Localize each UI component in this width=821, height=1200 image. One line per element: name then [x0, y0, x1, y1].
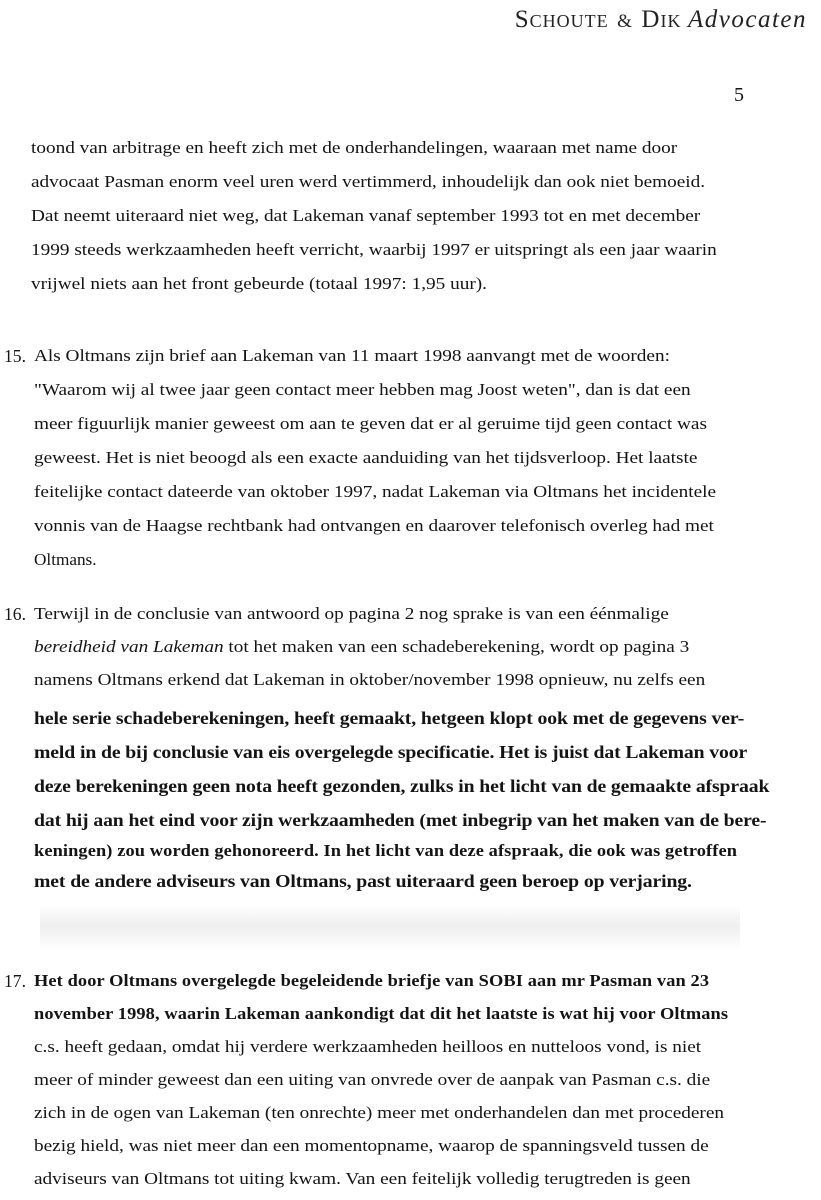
paragraph-16-line-2: [34, 636, 689, 658]
paragraph-15-line-7: Oltmans.: [34, 550, 97, 569]
intro-line-5: vrijwel niets aan het front gebeurde (totaal 1997: 1,95 uur).: [31, 274, 487, 293]
letterhead: [515, 6, 807, 34]
letterhead-firm-name: Schoute: [514, 6, 609, 33]
letterhead-ampersand: &: [617, 11, 633, 32]
paragraph-16-bold-line-4: dat hij aan het eind voor zijn werkzaamheden (met inbegrip van het maken van de bere-: [34, 810, 767, 830]
letterhead-firm-name-2: Dik: [641, 6, 682, 33]
paragraph-16-number: 16.: [4, 604, 26, 624]
paragraph-17-line-4: meer of minder geweest dan een uiting van onvrede over de aanpak van Pasman c.s. die: [34, 1070, 711, 1089]
paragraph-15-line-4: geweest. Het is niet beoogd als een exacte aanduiding van het tijdsverloop. Het laatste: [34, 448, 698, 467]
intro-line-4: 1999 steeds werkzaamheden heeft verricht, waarbij 1997 er uitspringt als een jaar waarin: [31, 240, 717, 259]
paragraph-16-bold-line-3: deze berekeningen geen nota heeft gezonden, zulks in het licht van de gemaakte afspraak: [34, 776, 770, 796]
letterhead-suffix: Advocaten: [687, 6, 807, 33]
paragraph-17-line-3: c.s. heeft gedaan, omdat hij verdere werkzaamheden heilloos en nutteloos vond, is niet: [34, 1037, 702, 1056]
paragraph-16-bold-line-1: hele serie schadeberekeningen, heeft gemaakt, hetgeen klopt ook met de gegevens ver-: [34, 708, 745, 728]
paragraph-17-line-1: Het door Oltmans overgelegde begeleidende briefje van SOBI aan mr Pasman van 23: [34, 971, 710, 990]
paragraph-15-line-5: feitelijke contact dateerde van oktober 1997, nadat Lakeman via Oltmans het incidentele: [34, 482, 717, 501]
paragraph-16-line-3: namens Oltmans erkend dat Lakeman in oktober/november 1998 opnieuw, nu zelfs een: [34, 670, 706, 689]
intro-line-3: Dat neemt uiteraard niet weg, dat Lakeman vanaf september 1993 tot en met december: [31, 206, 701, 225]
paragraph-15-line-2: "Waarom wij al twee jaar geen contact meer hebben mag Joost weten", dan is dat een: [34, 380, 691, 399]
paragraph-17-line-6: bezig hield, was niet meer dan een momentopname, waarop de spanningsveld tussen de: [34, 1136, 709, 1155]
intro-line-2: advocaat Pasman enorm veel uren werd vertimmerd, inhoudelijk dan ook niet bemoeid.: [31, 172, 706, 191]
paragraph-15-line-6: vonnis van de Haagse rechtbank had ontvangen en daarover telefonisch overleg had met: [34, 516, 714, 535]
paragraph-16-line-1: Terwijl in de conclusie van antwoord op pagina 2 nog sprake is van een éénmalige: [34, 604, 669, 623]
paragraph-15-line-3: meer figuurlijk manier geweest om aan te geven dat er al geruime tijd geen contact was: [34, 414, 707, 433]
paragraph-15-number: 15.: [4, 346, 26, 366]
paragraph-17-line-7: adviseurs van Oltmans tot uiting kwam. Van een feitelijk volledig terugtreden is geen: [34, 1169, 691, 1188]
scan-artifact: [40, 905, 740, 951]
paragraph-16-bold-line-5: keningen) zou worden gehonoreerd. In het licht van deze afspraak, die ook was getroffen: [34, 841, 738, 860]
paragraph-17-line-2: november 1998, waarin Lakeman aankondigt dat dit het laatste is wat hij voor Oltmans: [34, 1004, 729, 1023]
paragraph-17-line-5: zich in de ogen van Lakeman (ten onrechte) meer met onderhandelen dan met procederen: [34, 1103, 725, 1122]
paragraph-16-bold-line-2: meld in de bij conclusie van eis overgelegde specificatie. Het is juist dat Lakeman voor: [34, 742, 748, 762]
paragraph-16-emphasis: bereidheid van Lakeman: [34, 637, 224, 656]
page-number: 5: [734, 84, 744, 106]
paragraph-16-bold-line-6: met de andere adviseurs van Oltmans, past uiteraard geen beroep op verjaring.: [34, 871, 692, 891]
paragraph-15-line-1: Als Oltmans zijn brief aan Lakeman van 11 maart 1998 aanvangt met de woorden:: [34, 346, 670, 365]
intro-line-1: toond van arbitrage en heeft zich met de onderhandelingen, waaraan met name door: [31, 138, 678, 157]
paragraph-16-line-2-rest: tot het maken van een schadeberekening, wordt op pagina 3: [223, 637, 690, 656]
paragraph-17-number: 17.: [4, 971, 26, 991]
